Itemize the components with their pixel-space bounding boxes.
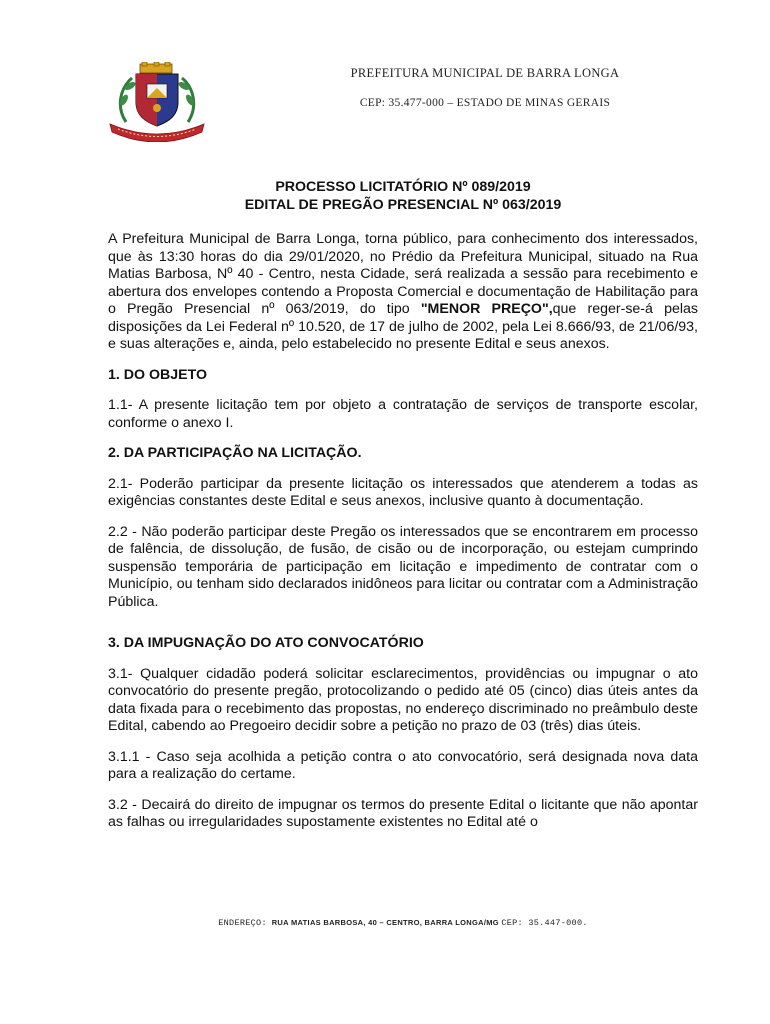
page-footer — [108, 917, 698, 928]
section-2-title: 2. DA PARTICIPAÇÃO NA LICITAÇÃO. — [108, 445, 362, 461]
section-1-paragraph-1: 1.1- A presente licitação tem por objeto a contratação de serviços de transporte escolar, conforme o anexo I. — [108, 397, 698, 431]
section-3-paragraph-2: 3.1.1 - Caso seja acolhida a petição contra o ato convocatório, será designada nova data para a realização do certame. — [108, 748, 698, 782]
section-2-paragraph-2: 2.2 - Não poderão participar deste Pregão os interessados que se encontrarem em processo de falência, de dissolução, de fusão, de cisão ou de incorporação, ou estejam cumprindo suspensão temporária de participação em licitação e impedimento de contratar com o Município, ou tenham sido declarados inidôneos para licitar ou contratar com a Administração Pública. — [108, 523, 698, 610]
intro-text-1: A Prefeitura Municipal de Barra Longa, torna público, para conhecimento dos interessados, que às 13:30 horas do dia 29/01/2020, no Prédio da Prefeitura Municipal, situado na Rua Matias Barbosa, Nº 40 - Centro, nesta Cidade, será realizada a sessão para recebimento e abertura dos envelopes contendo a Proposta Comercial e documentação de Habilitação para o Pregão Presencial nº 063/2019, do tipo — [108, 231, 698, 317]
document-titles — [108, 178, 698, 214]
municipality-name: PREFEITURA MUNICIPAL DE BARRA LONGA — [350, 66, 620, 80]
process-title: PROCESSO LICITATÓRIO Nº 089/2019 — [275, 179, 531, 195]
footer-cep: CEP: 35.447-000. — [501, 918, 588, 928]
footer-address: RUA MATIAS BARBOSA, 40 – CENTRO, BARRA LONGA/MG — [271, 918, 499, 927]
intro-text-2: que reger-se-á pelas disposições da Lei Federal nº 10.520, de 17 de julho de 2002, pela Lei 8.666/93, de 21/06/93, e suas alterações e, ainda, pelo estabelecido no presente Edital e seus anexos. — [108, 301, 698, 352]
footer-label: ENDEREÇO: — [218, 918, 267, 928]
section-1-title: 1. DO OBJETO — [108, 366, 208, 383]
section-3-paragraph-3: 3.2 - Decairá do direito de impugnar os termos do presente Edital o licitante que não apontar as falhas ou irregularidades supostamente existentes no Edital até o — [108, 796, 698, 830]
edital-title: EDITAL DE PREGÃO PRESENCIAL Nº 063/2019 — [244, 197, 562, 213]
intro-bold-text: "MENOR PREÇO", — [420, 301, 553, 317]
intro-paragraph — [108, 231, 698, 354]
section-2-paragraph-1: 2.1- Poderão participar da presente licitação os interessados que atenderem a todas as exigências constantes deste Edital e seus anexos, inclusive quanto à documentação. — [108, 475, 698, 509]
document-body — [108, 231, 698, 832]
section-3-title: 3. DA IMPUGNAÇÃO DO ATO CONVOCATÓRIO — [108, 635, 424, 651]
municipality-cep: CEP: 35.477-000 – ESTADO DE MINAS GERAIS — [359, 97, 611, 109]
coat-of-arms-icon — [106, 62, 208, 142]
section-3-paragraph-1: 3.1- Qualquer cidadão poderá solicitar esclarecimentos, providências ou impugnar o ato convocatório do presente pregão, protocolizando o pedido até 05 (cinco) dias úteis antes da data fixada para o recebimento das propostas, no endereço discriminado no preâmbulo deste Edital, cabendo ao Pregoeiro decidir sobre a petição no prazo de 03 (três) dias úteis. — [108, 665, 698, 734]
